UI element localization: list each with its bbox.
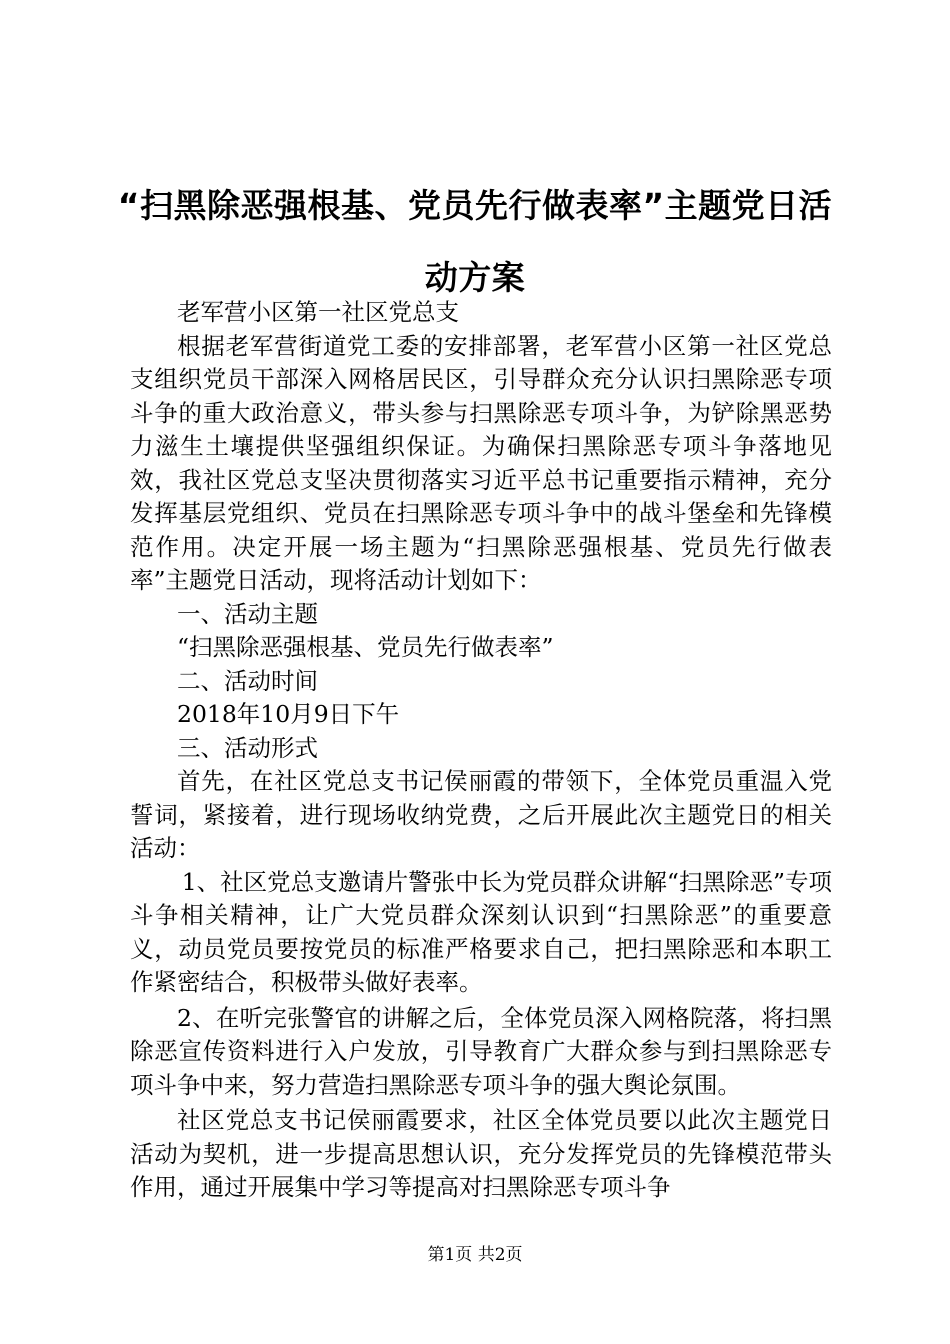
section-heading-form: 三、活动形式: [177, 733, 318, 762]
organization-line: 老军营小区第一社区党总支: [177, 298, 459, 326]
document-body: [130, 296, 832, 1205]
activity-item-2: 2、在听完张警官的讲解之后，全体党员深入网格院落，将扫黑除恶宣传资料进行入户发放，引导教育广大群众参与到扫黑除恶专项斗争中来，努力营造扫黑除恶专项斗争的强大舆论氛围。: [130, 1003, 832, 1099]
section-heading-time: 二、活动时间: [177, 666, 318, 695]
page-footer: 第1页 共2页: [427, 1245, 523, 1265]
closing-paragraph: 社区党总支书记侯丽霞要求，社区全体党员要以此次主题党日活动为契机，进一步提高思想认识，充分发挥党员的先锋模范带头作用，通过开展集中学习等提高对扫黑除恶专项斗争: [130, 1106, 832, 1201]
theme-text: “扫黑除恶强根基、党员先行做表率”: [177, 633, 554, 661]
time-text: 2018年10月9日下午: [177, 700, 400, 728]
document-title: “扫黑除恶强根基、党员先行做表率”主题党日活动方案: [117, 186, 833, 297]
intro-paragraph: 根据老军营街道党工委的安排部署，老军营小区第一社区党总支组织党员干部深入网格居民区，引导群众充分认识扫黑除恶专项斗争的重大政治意义，带头参与扫黑除恶专项斗争，为铲除黑恶势力滋生土壤提供坚强组织保证。为确保扫黑除恶专项斗争落地见效，我社区党总支坚决贯彻落实习近平总书记重要指示精神，充分发挥基层党组织、党员在扫黑除恶专项斗争中的战斗堡垒和先锋模范作用。决定开展一场主题为“扫黑除恶强根基、党员先行做表率”主题党日活动，现将活动计划如下：: [130, 331, 832, 594]
section-heading-theme: 一、活动主题: [177, 599, 318, 628]
activity-item-1: 1、社区党总支邀请片警张中长为党员群众讲解“扫黑除恶”专项斗争相关精神，让广大党员群众深刻认识到“扫黑除恶”的重要意义，动员党员要按党员的标准严格要求自己，把扫黑除恶和本职工作紧密结合，积极带头做好表率。: [130, 867, 832, 996]
form-paragraph: 首先，在社区党总支书记侯丽霞的带领下，全体党员重温入党誓词，紧接着，进行现场收纳党费，之后开展此次主题党日的相关活动：: [130, 767, 832, 862]
